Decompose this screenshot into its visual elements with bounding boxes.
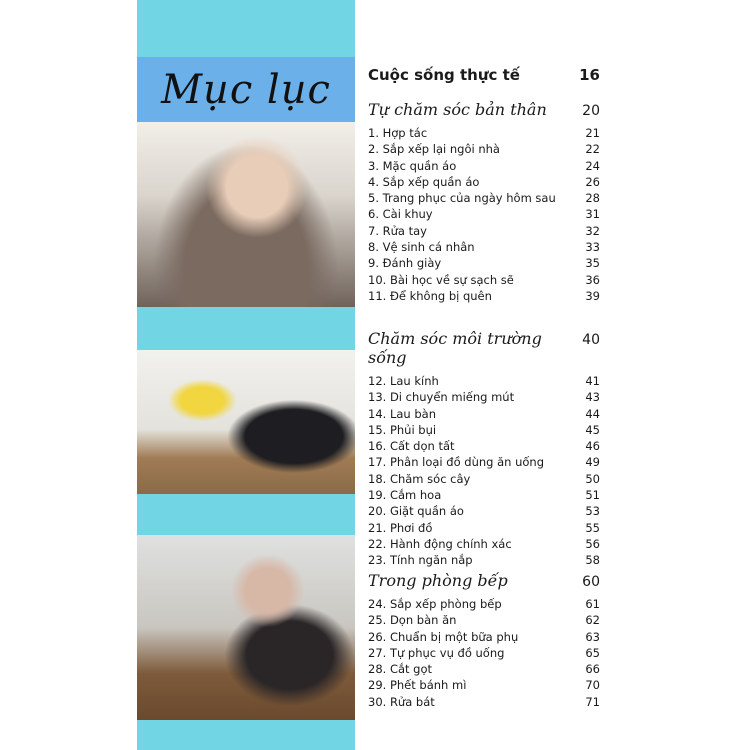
entry-title: 18. Chăm sóc cây [368,471,471,486]
entry-page: 50 [585,471,600,486]
photo-child-flowers [137,350,355,494]
entry-page: 65 [585,645,600,660]
entry-title: 24. Sắp xếp phòng bếp [368,597,502,611]
entry-page: 51 [585,488,600,503]
entry-page: 24 [585,158,600,173]
section-title: Chăm sóc môi trường sống [368,329,542,367]
entry-page: 26 [585,174,600,189]
entry-title: 19. Cắm hoa [368,488,442,503]
section-heading [368,100,600,119]
entry-page: 45 [585,422,600,437]
toc-section [368,100,600,304]
toc-entry[interactable] [368,520,600,536]
toc-entry[interactable] [368,487,600,503]
entry-page: 71 [585,694,600,709]
section-page: 20 [582,103,600,119]
teal-band [137,0,355,57]
toc-entry[interactable] [368,255,600,271]
section-title: Tự chăm sóc bản thân [368,100,547,119]
toc-entry[interactable] [368,223,600,239]
toc-entry[interactable] [368,596,600,612]
toc-entry[interactable] [368,239,600,255]
section-heading [368,329,600,367]
toc-section [368,329,600,569]
main-heading-label: Cuộc sống thực tế [368,66,520,84]
toc-entry[interactable] [368,454,600,470]
toc-main-heading [368,66,600,84]
entry-title: 3. Mặc quần áo [368,158,457,173]
toc-entry[interactable] [368,141,600,157]
main-heading-page: 16 [579,66,600,84]
toc-entry[interactable] [368,471,600,487]
section-page: 40 [582,332,600,348]
entry-page: 61 [585,597,600,611]
entry-page: 44 [585,406,600,421]
entry-page: 63 [585,629,600,644]
entry-title: 22. Hành động chính xác [368,536,512,551]
entry-title: 20. Giặt quần áo [368,504,464,519]
toc-section [368,571,600,710]
entry-title: 6. Cài khuy [368,207,433,222]
entry-title: 21. Phơi đồ [368,520,433,535]
entry-page: 70 [585,678,600,693]
entry-title: 11. Để không bị quên [368,288,492,303]
entry-title: 28. Cắt gọt [368,662,433,677]
toc-entry[interactable] [368,661,600,677]
entry-page: 46 [585,439,600,454]
entry-page: 39 [585,288,600,303]
toc-entry[interactable] [368,629,600,645]
entry-page: 36 [585,272,600,287]
teal-band [137,720,355,750]
toc-entry[interactable] [368,158,600,174]
photo-child-buttoning [137,122,355,307]
entry-page: 43 [585,390,600,405]
entry-title: 1. Hợp tác [368,126,428,140]
entry-page: 31 [585,207,600,222]
entry-title: 25. Dọn bàn ăn [368,613,457,628]
entry-page: 58 [585,553,600,568]
entry-page: 49 [585,455,600,470]
entry-page: 28 [585,191,600,206]
entry-page: 21 [585,126,600,140]
entry-title: 26. Chuẩn bị một bữa phụ [368,629,519,644]
toc-entry[interactable] [368,406,600,422]
entry-title: 7. Rửa tay [368,223,427,238]
entry-title: 16. Cất dọn tất [368,439,455,454]
toc-entry[interactable] [368,677,600,693]
toc-entry[interactable] [368,174,600,190]
entry-title: 4. Sắp xếp quần áo [368,174,480,189]
entry-title: 27. Tự phục vụ đồ uống [368,645,505,660]
entry-title: 10. Bài học về sự sạch sẽ [368,272,514,287]
entry-page: 41 [585,374,600,388]
entry-page: 55 [585,520,600,535]
entry-page: 32 [585,223,600,238]
toc-entry[interactable] [368,422,600,438]
entry-title: 17. Phân loại đồ dùng ăn uống [368,455,545,470]
entry-title: 14. Lau bàn [368,406,436,421]
entry-page: 22 [585,142,600,157]
title-band [137,57,355,122]
toc-entry[interactable] [368,288,600,304]
teal-band [137,307,355,350]
entry-page: 35 [585,256,600,271]
toc-entry[interactable] [368,536,600,552]
section-title: Trong phòng bếp [368,571,508,590]
toc-entry[interactable] [368,694,600,710]
entry-title: 8. Vệ sinh cá nhân [368,240,475,255]
entry-title: 12. Lau kính [368,374,439,388]
entry-page: 62 [585,613,600,628]
entry-title: 9. Đánh giày [368,256,442,271]
entry-page: 66 [585,662,600,677]
photo-child-kitchen [137,535,355,720]
entry-title: 29. Phết bánh mì [368,678,467,693]
entry-title: 5. Trang phục của ngày hôm sau [368,191,556,206]
toc-entry[interactable] [368,612,600,628]
entry-page: 56 [585,536,600,551]
section-heading [368,571,600,590]
entry-title: 2. Sắp xếp lại ngôi nhà [368,142,500,157]
section-page: 60 [582,574,600,590]
page-title: Mục lục [161,66,331,113]
entry-title: 30. Rửa bát [368,694,435,709]
entry-title: 13. Di chuyển miếng mút [368,390,515,405]
teal-band [137,494,355,535]
toc-entry[interactable] [368,272,600,288]
toc-entry[interactable] [368,552,600,568]
toc-entry[interactable] [368,503,600,519]
toc-entry[interactable] [368,373,600,389]
entry-title: 15. Phủi bụi [368,422,437,437]
toc-entry[interactable] [368,645,600,661]
toc-entry[interactable] [368,206,600,222]
toc-entry[interactable] [368,125,600,141]
toc-entry[interactable] [368,190,600,206]
entry-page: 33 [585,240,600,255]
toc-entry[interactable] [368,438,600,454]
entry-title: 23. Tính ngăn nắp [368,553,473,568]
entry-page: 53 [585,504,600,519]
toc-entry[interactable] [368,389,600,405]
